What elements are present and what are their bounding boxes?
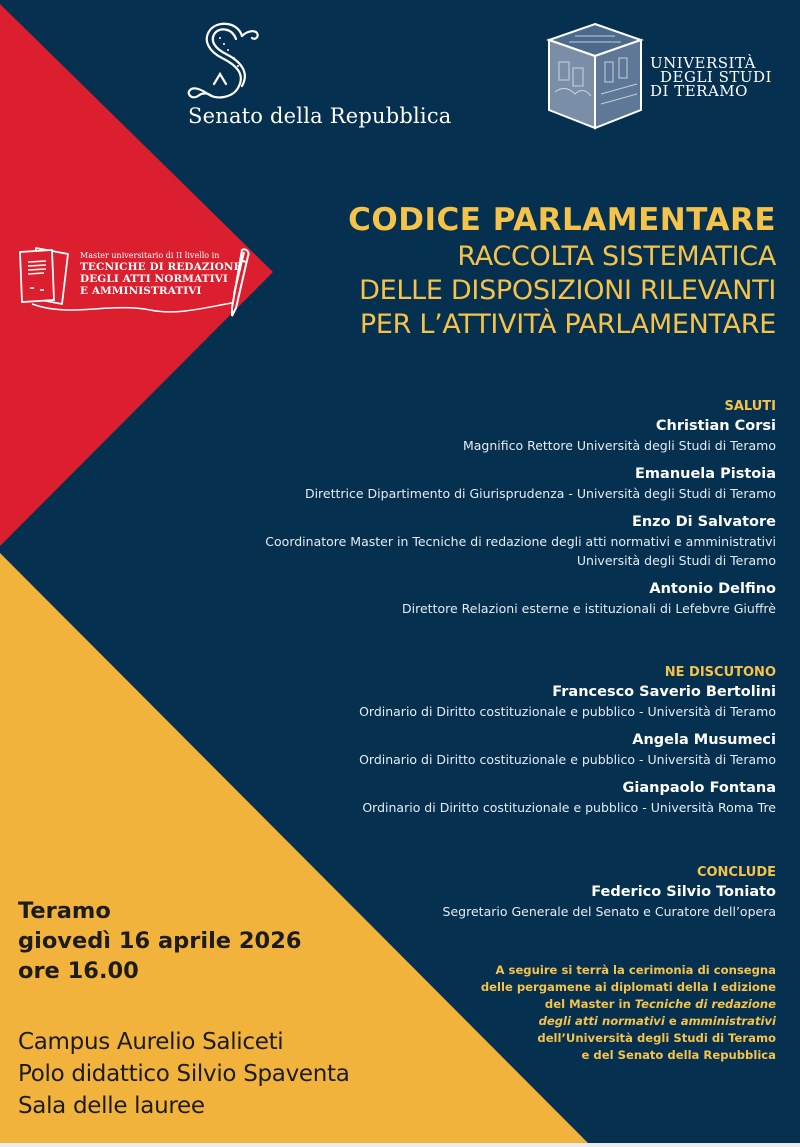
note-line: e del Senato della Repubblica — [581, 1048, 776, 1062]
note-line: delle pergamene ai diplomati della I edizione — [480, 980, 776, 994]
master-title-line: DEGLI ATTI NORMATIVI — [80, 273, 228, 285]
event-when — [18, 896, 302, 986]
speaker-name: Christian Corsi — [655, 418, 776, 434]
master-badge — [80, 250, 242, 297]
speaker — [359, 682, 776, 721]
speaker — [265, 512, 776, 570]
section-conclude — [443, 864, 776, 930]
university-name-line: DI TERAMO — [650, 82, 748, 100]
ceremony-note — [481, 962, 776, 1064]
speaker-role: Ordinario di Diritto costituzionale e pubblico - Università Roma Tre — [362, 800, 776, 815]
speaker — [265, 416, 776, 455]
speaker-role: Direttore Relazioni esterne e istituzionali di Lefebvre Giuffrè — [402, 601, 776, 616]
speaker-name: Enzo Di Salvatore — [631, 514, 776, 530]
note-italic: amministrativi — [680, 1014, 776, 1028]
section-saluti — [265, 398, 776, 627]
speaker-role: Segretario Generale del Senato e Curatore dell’opera — [442, 904, 776, 919]
university-name-line: UNIVERSITÀ — [650, 54, 756, 72]
speaker-name: Gianpaolo Fontana — [622, 780, 776, 796]
section-label: CONCLUDE — [696, 865, 776, 880]
speaker — [443, 882, 776, 921]
section-label: SALUTI — [724, 399, 776, 414]
venue-line: Sala delle lauree — [18, 1093, 205, 1119]
speaker-role: Coordinatore Master in Tecniche di redazione degli atti normativi e amministrativi — [265, 534, 776, 549]
event-date: giovedì 16 aprile 2026 — [18, 928, 302, 954]
bottom-border — [0, 1143, 800, 1147]
subtitle-line: RACCOLTA SISTEMATICA — [457, 241, 776, 272]
speaker-role: Ordinario di Diritto costituzionale e pubblico - Università di Teramo — [359, 704, 776, 719]
speaker-role: Direttrice Dipartimento di Giurisprudenza - Università degli Studi di Teramo — [304, 486, 776, 501]
speaker — [265, 579, 776, 618]
master-title-line: E AMMINISTRATIVI — [80, 285, 202, 297]
note-italic: degli atti normativi — [538, 1014, 665, 1028]
subtitle-line: PER L’ATTIVITÀ PARLAMENTARE — [359, 309, 776, 340]
note-line: dell’Università degli Studi di Teramo — [537, 1031, 776, 1045]
documents-icon — [14, 242, 78, 306]
speaker — [265, 464, 776, 503]
university-cube-icon — [545, 22, 645, 130]
note-italic: Tecniche di redazione — [634, 997, 776, 1011]
event-city: Teramo — [18, 898, 111, 924]
speaker-name: Antonio Delfino — [649, 581, 776, 597]
subtitle-line: DELLE DISPOSIZIONI RILEVANTI — [359, 275, 776, 306]
speaker-role: Magnifico Rettore Università degli Studi di Teramo — [462, 438, 776, 453]
note-text: e — [664, 1014, 681, 1028]
university-name-line: DEGLI STUDI — [660, 68, 772, 86]
venue-line: Campus Aurelio Saliceti — [18, 1029, 284, 1055]
note-text: del Master in — [544, 997, 635, 1011]
speaker-name: Emanuela Pistoia — [635, 466, 776, 482]
event-venue — [18, 1026, 350, 1122]
speaker-role: Ordinario di Diritto costituzionale e pubblico - Università di Teramo — [359, 752, 776, 767]
title-block — [348, 200, 776, 342]
senato-name: Senato della Repubblica — [188, 104, 452, 128]
page-title: CODICE PARLAMENTARE — [348, 202, 776, 238]
senato-s-monogram-icon — [180, 14, 270, 104]
section-ne-discutono — [359, 664, 776, 826]
swoosh-line — [30, 298, 240, 320]
speaker-name: Francesco Saverio Bertolini — [552, 684, 776, 700]
venue-line: Polo didattico Silvio Spaventa — [18, 1061, 350, 1087]
note-line — [481, 1013, 776, 1030]
speaker-name: Federico Silvio Toniato — [591, 884, 776, 900]
master-title-line: TECNICHE DI REDAZIONE — [80, 261, 242, 273]
section-label: NE DISCUTONO — [664, 665, 776, 680]
event-time: ore 16.00 — [18, 958, 139, 984]
speaker-role: Università degli Studi di Teramo — [576, 553, 776, 568]
speaker — [359, 730, 776, 769]
university-name — [650, 56, 772, 98]
speaker — [359, 778, 776, 817]
master-subtitle: Master universitario di II livello in — [80, 251, 220, 260]
note-line — [481, 996, 776, 1013]
note-line: A seguire si terrà la cerimonia di consegna — [495, 963, 776, 977]
speaker-name: Angela Musumeci — [632, 732, 776, 748]
